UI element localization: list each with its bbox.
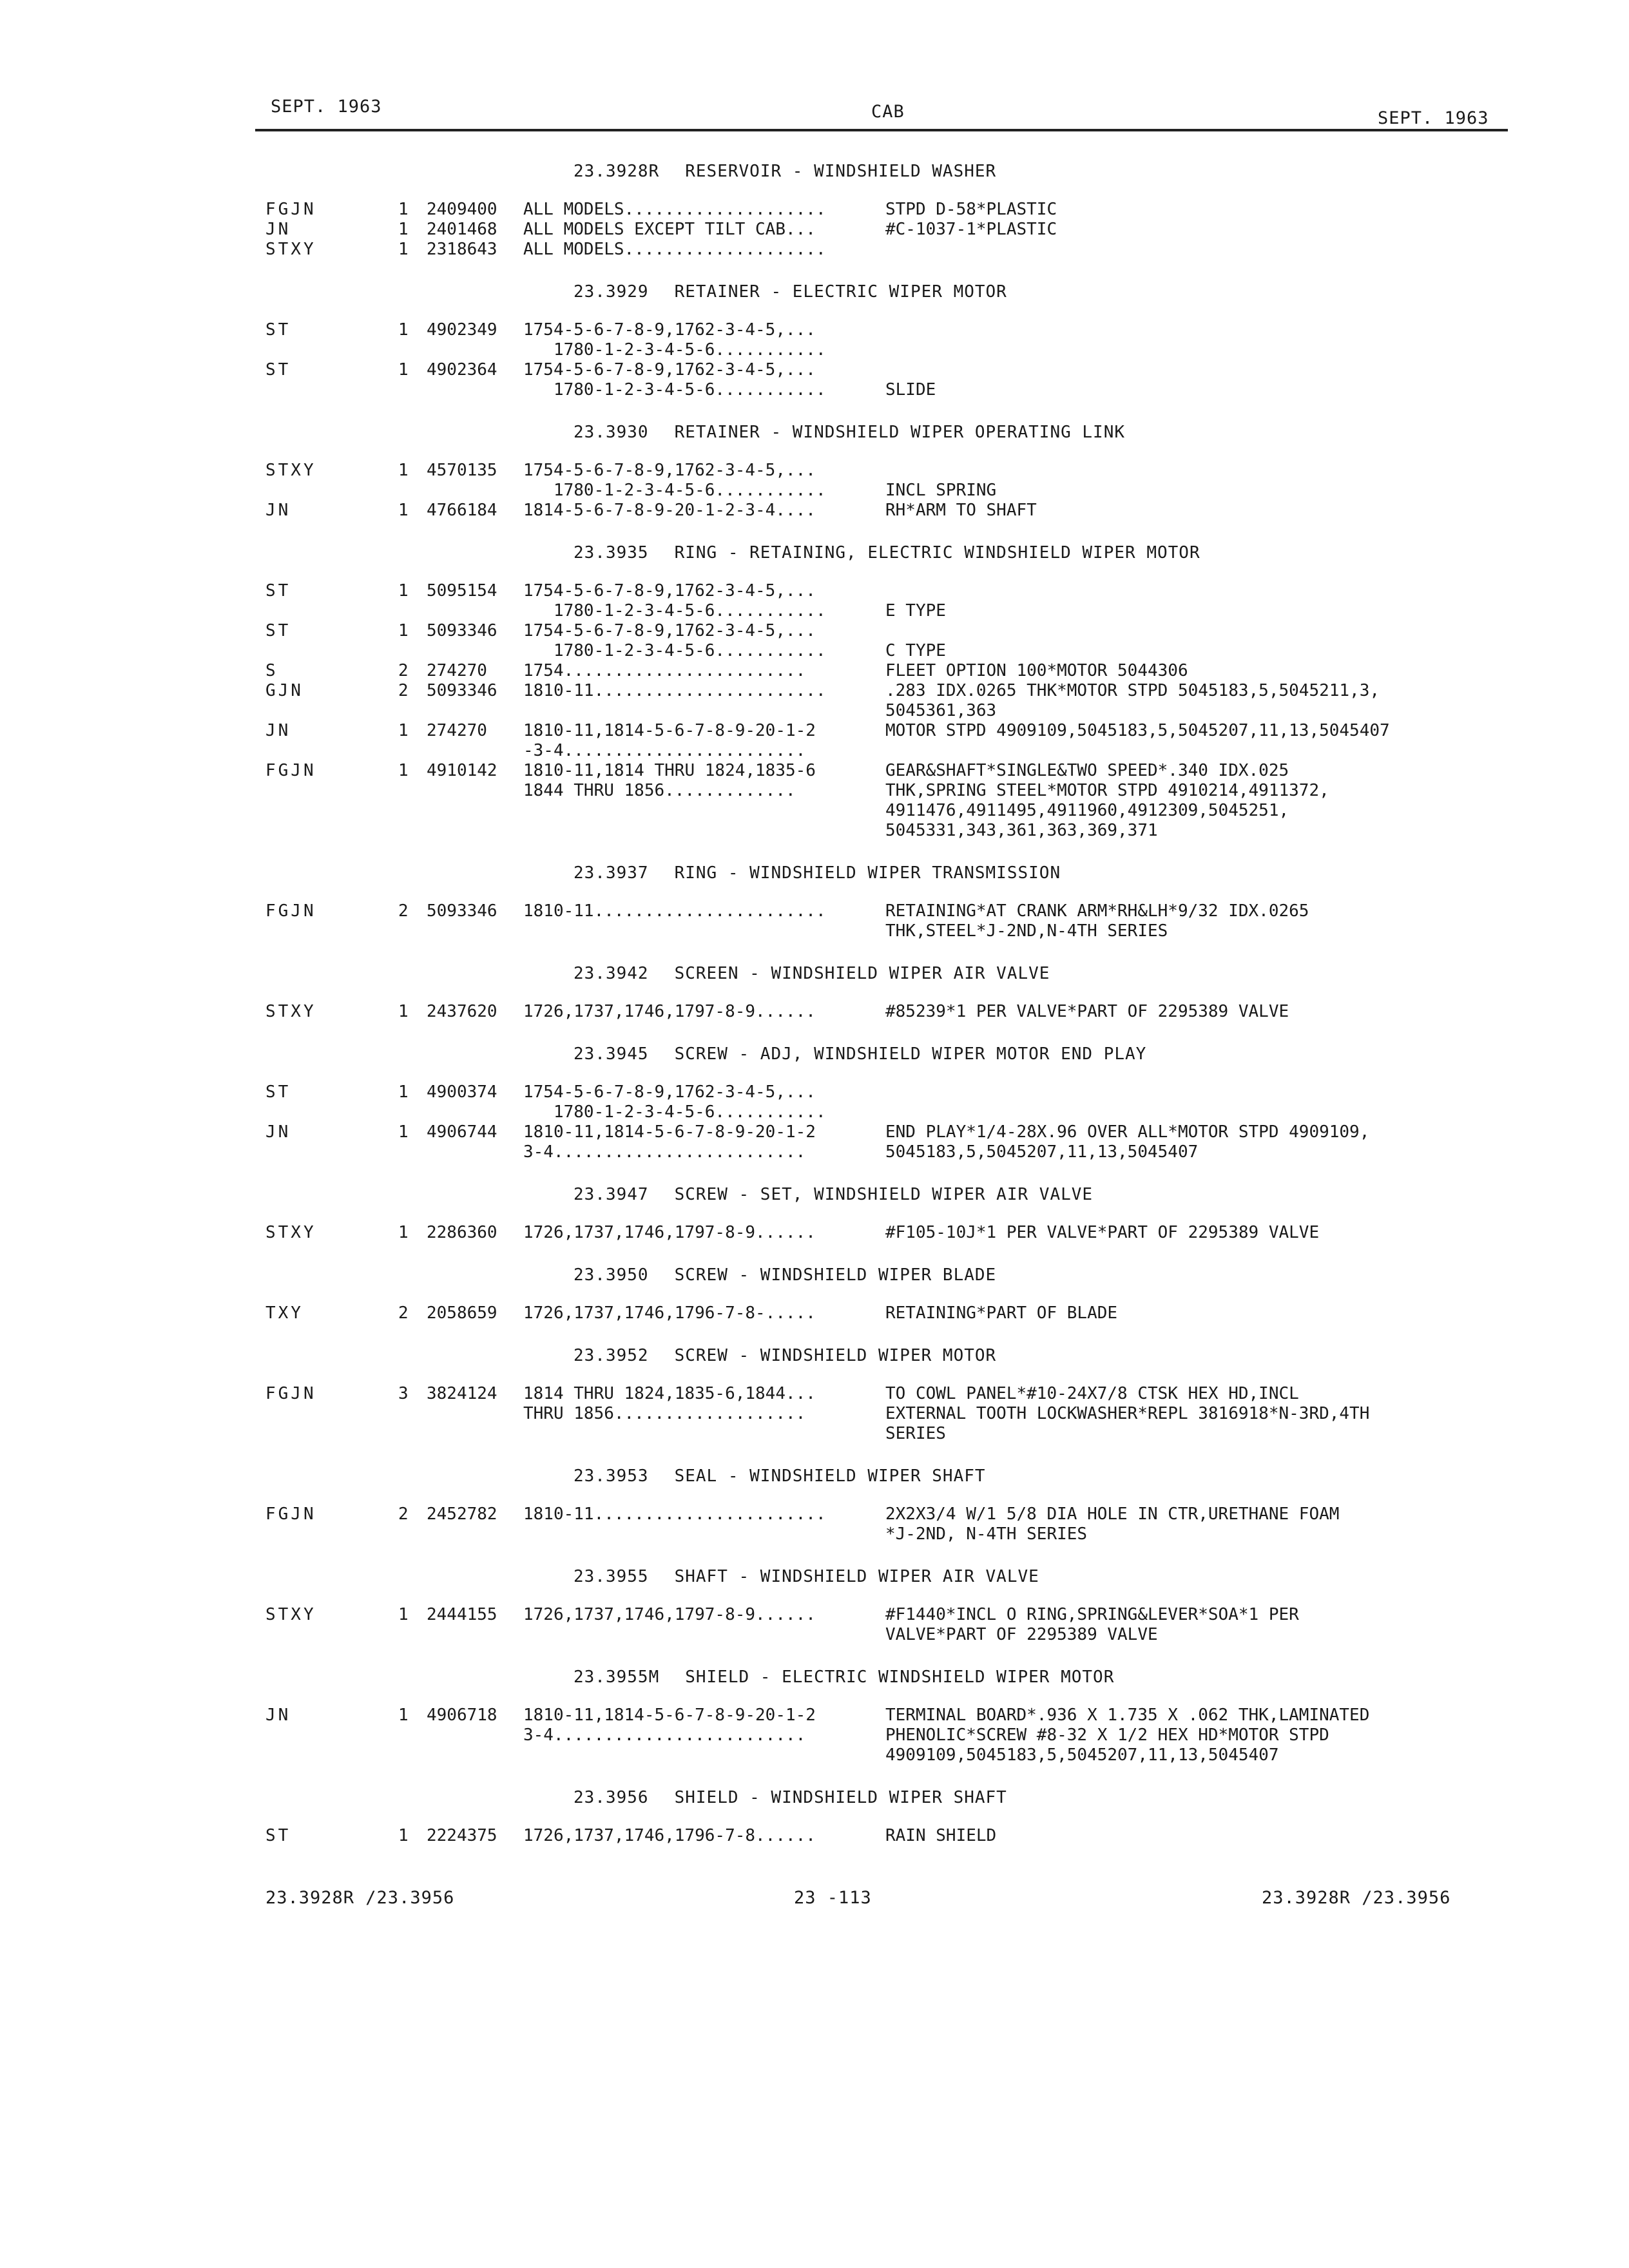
section-number: 23.3955 xyxy=(574,1567,649,1586)
section-number: 23.3929 xyxy=(574,282,649,302)
entry-line xyxy=(0,1706,1629,1725)
section-title: SCREW - ADJ, WINDSHIELD WIPER MOTOR END PLAY xyxy=(674,1044,1147,1064)
application-code: STXY xyxy=(265,1223,316,1242)
section-number: 23.3935 xyxy=(574,543,649,562)
entry-line xyxy=(0,1504,1629,1524)
part-entry xyxy=(0,501,1629,521)
model-range: 1810-11....................... xyxy=(523,1504,826,1524)
model-range: 1814 THRU 1824,1835-6,1844... xyxy=(523,1384,816,1403)
part-entry xyxy=(0,1384,1629,1444)
part-entry xyxy=(0,240,1629,260)
footer-range-right: 23.3928R /23.3956 xyxy=(1262,1888,1451,1908)
description: PHENOLIC*SCREW #8-32 X 1/2 HEX HD*MOTOR STPD xyxy=(885,1725,1329,1745)
part-entry xyxy=(0,721,1629,761)
section-heading xyxy=(0,422,1629,443)
model-range: 1810-11....................... xyxy=(523,901,826,921)
description: END PLAY*1/4-28X.96 OVER ALL*MOTOR STPD 4909109, xyxy=(885,1122,1370,1142)
quantity: 3 xyxy=(398,1384,409,1403)
model-range: 1726,1737,1746,1797-8-9...... xyxy=(523,1223,816,1242)
section-spacer xyxy=(0,1162,1629,1184)
entry-line xyxy=(0,581,1629,601)
section-title: RETAINER - WINDSHIELD WIPER OPERATING LINK xyxy=(674,423,1126,442)
section-number: 23.3930 xyxy=(574,423,649,442)
description: RETAINING*PART OF BLADE xyxy=(885,1303,1118,1323)
application-code: STXY xyxy=(265,1002,316,1021)
quantity: 1 xyxy=(398,721,409,740)
part-number: 2401468 xyxy=(427,220,497,239)
quantity: 1 xyxy=(398,360,409,380)
page-number: 23 -113 xyxy=(794,1888,872,1908)
description: 2X2X3/4 W/1 5/8 DIA HOLE IN CTR,URETHANE FOAM xyxy=(885,1504,1340,1524)
section xyxy=(0,1345,1629,1466)
description: SERIES xyxy=(885,1424,946,1443)
description: SLIDE xyxy=(885,380,936,399)
entry-line xyxy=(0,200,1629,220)
parts-list xyxy=(0,161,1629,1868)
section xyxy=(0,863,1629,963)
entry-line xyxy=(0,360,1629,380)
part-number: 4570135 xyxy=(427,461,497,480)
application-code: ST xyxy=(265,621,291,640)
model-range: 1844 THRU 1856............. xyxy=(523,781,796,800)
application-code: ST xyxy=(265,1082,291,1102)
part-entry xyxy=(0,200,1629,220)
quantity: 1 xyxy=(398,1223,409,1242)
model-range: 1754-5-6-7-8-9,1762-3-4-5,... xyxy=(523,581,816,601)
quantity: 1 xyxy=(398,1082,409,1102)
part-entry xyxy=(0,1826,1629,1846)
description: THK,SPRING STEEL*MOTOR STPD 4910214,4911372, xyxy=(885,781,1329,800)
section-number: 23.3947 xyxy=(574,1185,649,1204)
part-number: 5095154 xyxy=(427,581,497,601)
model-range: ALL MODELS EXCEPT TILT CAB... xyxy=(523,220,816,239)
description: EXTERNAL TOOTH LOCKWASHER*REPL 3816918*N-3RD,4TH xyxy=(885,1404,1370,1423)
section-title: SHIELD - ELECTRIC WINDSHIELD WIPER MOTOR xyxy=(685,1667,1115,1687)
footer-range-left: 23.3928R /23.3956 xyxy=(265,1888,455,1908)
application-code: JN xyxy=(265,220,291,239)
part-entry xyxy=(0,1002,1629,1022)
header-date-left: SEPT. 1963 xyxy=(271,97,382,117)
entry-line xyxy=(0,320,1629,340)
entry-line xyxy=(0,741,1629,761)
quantity: 1 xyxy=(398,461,409,480)
part-number: 2409400 xyxy=(427,200,497,219)
part-entry xyxy=(0,661,1629,681)
model-range: 1810-11....................... xyxy=(523,681,826,700)
section-heading xyxy=(0,1044,1629,1064)
model-range: 1780-1-2-3-4-5-6........... xyxy=(523,1102,826,1122)
section-heading xyxy=(0,1184,1629,1205)
entry-line xyxy=(0,1082,1629,1102)
application-code: JN xyxy=(265,501,291,520)
description: TO COWL PANEL*#10-24X7/8 CTSK HEX HD,INCL xyxy=(885,1384,1299,1403)
section-spacer xyxy=(0,841,1629,863)
section-number: 23.3937 xyxy=(574,863,649,883)
part-entry xyxy=(0,1706,1629,1765)
description: GEAR&SHAFT*SINGLE&TWO SPEED*.340 IDX.025 xyxy=(885,761,1289,780)
model-range: 1810-11,1814-5-6-7-8-9-20-1-2 xyxy=(523,1122,816,1142)
part-number: 4902349 xyxy=(427,320,497,340)
part-entry xyxy=(0,621,1629,661)
part-number: 4910142 xyxy=(427,761,497,780)
section-number: 23.3945 xyxy=(574,1044,649,1064)
application-code: ST xyxy=(265,360,291,380)
description: STPD D-58*PLASTIC xyxy=(885,200,1057,219)
entry-line xyxy=(0,601,1629,621)
entry-line xyxy=(0,781,1629,801)
entry-line xyxy=(0,701,1629,721)
part-entry xyxy=(0,1504,1629,1544)
model-range: 3-4......................... xyxy=(523,1725,806,1745)
quantity: 1 xyxy=(398,1605,409,1624)
part-entry xyxy=(0,1122,1629,1162)
section-title: SCREW - WINDSHIELD WIPER BLADE xyxy=(674,1265,997,1285)
entry-line xyxy=(0,461,1629,481)
part-entry xyxy=(0,681,1629,721)
section-title: SEAL - WINDSHIELD WIPER SHAFT xyxy=(674,1466,986,1486)
application-code: FGJN xyxy=(265,1384,316,1403)
section-title: SCREEN - WINDSHIELD WIPER AIR VALVE xyxy=(674,964,1050,983)
part-number: 274270 xyxy=(427,661,487,680)
entry-line xyxy=(0,220,1629,240)
part-number: 2286360 xyxy=(427,1223,497,1242)
application-code: FGJN xyxy=(265,1504,316,1524)
model-range: 1780-1-2-3-4-5-6........... xyxy=(523,340,826,360)
entry-line xyxy=(0,1826,1629,1846)
application-code: JN xyxy=(265,1706,291,1725)
part-number: 4902364 xyxy=(427,360,497,380)
section-spacer xyxy=(0,1323,1629,1345)
application-code: JN xyxy=(265,1122,291,1142)
section-title: SCREW - WINDSHIELD WIPER MOTOR xyxy=(674,1346,997,1365)
section-number: 23.3942 xyxy=(574,964,649,983)
quantity: 2 xyxy=(398,1303,409,1323)
entry-line xyxy=(0,1745,1629,1765)
description: #C-1037-1*PLASTIC xyxy=(885,220,1057,239)
section-spacer xyxy=(0,1243,1629,1265)
quantity: 1 xyxy=(398,220,409,239)
entry-line xyxy=(0,1303,1629,1323)
quantity: 1 xyxy=(398,1122,409,1142)
section-heading xyxy=(0,863,1629,883)
quantity: 2 xyxy=(398,661,409,680)
section-spacer xyxy=(0,1846,1629,1868)
entry-line xyxy=(0,1384,1629,1404)
model-range: 1810-11,1814-5-6-7-8-9-20-1-2 xyxy=(523,1706,816,1725)
section-spacer xyxy=(0,1022,1629,1044)
model-range: 1726,1737,1746,1796-7-8-..... xyxy=(523,1303,816,1323)
description: INCL SPRING xyxy=(885,481,997,500)
description: #85239*1 PER VALVE*PART OF 2295389 VALVE xyxy=(885,1002,1289,1021)
entry-line xyxy=(0,1102,1629,1122)
description: RAIN SHIELD xyxy=(885,1826,997,1845)
application-code: FGJN xyxy=(265,761,316,780)
entry-line xyxy=(0,1725,1629,1745)
model-range: 1814-5-6-7-8-9-20-1-2-3-4.... xyxy=(523,501,816,520)
section-heading xyxy=(0,282,1629,302)
section-spacer xyxy=(0,400,1629,422)
section-heading xyxy=(0,543,1629,563)
description: C TYPE xyxy=(885,641,946,660)
section-number: 23.3953 xyxy=(574,1466,649,1486)
model-range: -3-4........................ xyxy=(523,741,806,760)
application-code: ST xyxy=(265,1826,291,1845)
section xyxy=(0,543,1629,863)
model-range: 1754-5-6-7-8-9,1762-3-4-5,... xyxy=(523,621,816,640)
part-number: 2058659 xyxy=(427,1303,497,1323)
part-entry xyxy=(0,1082,1629,1122)
entry-line xyxy=(0,821,1629,841)
section xyxy=(0,1265,1629,1345)
part-number: 3824124 xyxy=(427,1384,497,1403)
application-code: GJN xyxy=(265,681,304,700)
application-code: STXY xyxy=(265,461,316,480)
entry-line xyxy=(0,681,1629,701)
section-spacer xyxy=(0,1645,1629,1667)
part-number: 2318643 xyxy=(427,240,497,259)
part-number: 2452782 xyxy=(427,1504,497,1524)
entry-line xyxy=(0,481,1629,501)
header-date-right: SEPT. 1963 xyxy=(1378,108,1489,128)
model-range: ALL MODELS.................... xyxy=(523,200,826,219)
application-code: TXY xyxy=(265,1303,304,1323)
application-code: ST xyxy=(265,581,291,601)
section-heading xyxy=(0,1345,1629,1366)
section-number: 23.3956 xyxy=(574,1788,649,1807)
model-range: 1810-11,1814-5-6-7-8-9-20-1-2 xyxy=(523,721,816,740)
model-range: 1726,1737,1746,1796-7-8...... xyxy=(523,1826,816,1845)
quantity: 1 xyxy=(398,240,409,259)
application-code: S xyxy=(265,661,278,680)
part-number: 4906718 xyxy=(427,1706,497,1725)
application-code: FGJN xyxy=(265,200,316,219)
section-number: 23.3952 xyxy=(574,1346,649,1365)
quantity: 1 xyxy=(398,200,409,219)
part-number: 5093346 xyxy=(427,901,497,921)
application-code: JN xyxy=(265,721,291,740)
section-spacer xyxy=(0,1765,1629,1787)
entry-line xyxy=(0,1002,1629,1022)
model-range: 1726,1737,1746,1797-8-9...... xyxy=(523,1605,816,1624)
section xyxy=(0,1184,1629,1265)
part-number: 2224375 xyxy=(427,1826,497,1845)
part-entry xyxy=(0,220,1629,240)
description: *J-2ND, N-4TH SERIES xyxy=(885,1524,1088,1544)
quantity: 1 xyxy=(398,501,409,520)
part-number: 4900374 xyxy=(427,1082,497,1102)
part-number: 5093346 xyxy=(427,681,497,700)
model-range: ALL MODELS.................... xyxy=(523,240,826,259)
part-entry xyxy=(0,901,1629,941)
model-range: 1754-5-6-7-8-9,1762-3-4-5,... xyxy=(523,1082,816,1102)
section-heading xyxy=(0,963,1629,984)
section-number: 23.3950 xyxy=(574,1265,649,1285)
section-number: 23.3955M xyxy=(574,1667,660,1687)
entry-line xyxy=(0,380,1629,400)
entry-line xyxy=(0,1223,1629,1243)
quantity: 2 xyxy=(398,1504,409,1524)
section-title: SHIELD - WINDSHIELD WIPER SHAFT xyxy=(674,1788,1007,1807)
description: FLEET OPTION 100*MOTOR 5044306 xyxy=(885,661,1188,680)
part-entry xyxy=(0,1223,1629,1243)
model-range: 1754-5-6-7-8-9,1762-3-4-5,... xyxy=(523,320,816,340)
part-number: 2437620 xyxy=(427,1002,497,1021)
section-title: RING - RETAINING, ELECTRIC WINDSHIELD WIPER MOTOR xyxy=(674,543,1200,562)
model-range: 1754-5-6-7-8-9,1762-3-4-5,... xyxy=(523,360,816,380)
entry-line xyxy=(0,621,1629,641)
part-entry xyxy=(0,461,1629,501)
section xyxy=(0,1466,1629,1566)
quantity: 2 xyxy=(398,901,409,921)
part-entry xyxy=(0,1303,1629,1323)
section-heading xyxy=(0,1265,1629,1285)
description: #F105-10J*1 PER VALVE*PART OF 2295389 VALVE xyxy=(885,1223,1320,1242)
description: 4911476,4911495,4911960,4912309,5045251, xyxy=(885,801,1289,820)
model-range: 1780-1-2-3-4-5-6........... xyxy=(523,601,826,620)
entry-line xyxy=(0,801,1629,821)
application-code: STXY xyxy=(265,1605,316,1624)
section-title: RETAINER - ELECTRIC WIPER MOTOR xyxy=(674,282,1007,302)
model-range: 1780-1-2-3-4-5-6........... xyxy=(523,641,826,660)
entry-line xyxy=(0,661,1629,681)
part-entry xyxy=(0,581,1629,621)
part-entry xyxy=(0,320,1629,360)
description: TERMINAL BOARD*.936 X 1.735 X .062 THK,LAMINATED xyxy=(885,1706,1370,1725)
model-range: 1780-1-2-3-4-5-6........... xyxy=(523,481,826,500)
application-code: ST xyxy=(265,320,291,340)
application-code: STXY xyxy=(265,240,316,259)
section-heading xyxy=(0,1566,1629,1587)
entry-line xyxy=(0,1625,1629,1645)
section-title: RING - WINDSHIELD WIPER TRANSMISSION xyxy=(674,863,1061,883)
section-spacer xyxy=(0,1444,1629,1466)
section xyxy=(0,422,1629,543)
quantity: 1 xyxy=(398,320,409,340)
section xyxy=(0,1787,1629,1868)
quantity: 2 xyxy=(398,681,409,700)
model-range: 1726,1737,1746,1797-8-9...... xyxy=(523,1002,816,1021)
part-number: 274270 xyxy=(427,721,487,740)
section-heading xyxy=(0,1667,1629,1687)
section-title: SCREW - SET, WINDSHIELD WIPER AIR VALVE xyxy=(674,1185,1094,1204)
quantity: 1 xyxy=(398,761,409,780)
section-heading xyxy=(0,1787,1629,1808)
entry-line xyxy=(0,1605,1629,1625)
model-range: 1754........................ xyxy=(523,661,806,680)
header-rule xyxy=(255,129,1508,131)
entry-line xyxy=(0,1404,1629,1424)
quantity: 1 xyxy=(398,1826,409,1845)
description: RETAINING*AT CRANK ARM*RH&LH*9/32 IDX.0265 xyxy=(885,901,1309,921)
header-section-title: CAB xyxy=(871,102,905,122)
part-entry xyxy=(0,761,1629,841)
description: .283 IDX.0265 THK*MOTOR STPD 5045183,5,5045211,3, xyxy=(885,681,1380,700)
part-number: 4766184 xyxy=(427,501,497,520)
entry-line xyxy=(0,240,1629,260)
section-title: SHAFT - WINDSHIELD WIPER AIR VALVE xyxy=(674,1567,1039,1586)
quantity: 1 xyxy=(398,581,409,601)
part-entry xyxy=(0,360,1629,400)
section-title: RESERVOIR - WINDSHIELD WASHER xyxy=(685,162,997,181)
model-range: 1780-1-2-3-4-5-6........... xyxy=(523,380,826,399)
section xyxy=(0,1667,1629,1787)
part-number: 4906744 xyxy=(427,1122,497,1142)
entry-line xyxy=(0,1524,1629,1544)
section xyxy=(0,161,1629,282)
entry-line xyxy=(0,761,1629,781)
section-number: 23.3928R xyxy=(574,162,660,181)
entry-line xyxy=(0,901,1629,921)
description: 5045183,5,5045207,11,13,5045407 xyxy=(885,1142,1199,1162)
model-range: 3-4......................... xyxy=(523,1142,806,1162)
description: VALVE*PART OF 2295389 VALVE xyxy=(885,1625,1158,1644)
section xyxy=(0,963,1629,1044)
section xyxy=(0,1566,1629,1667)
entry-line xyxy=(0,1122,1629,1142)
description: 5045361,363 xyxy=(885,701,997,720)
part-number: 2444155 xyxy=(427,1605,497,1624)
description: 4909109,5045183,5,5045207,11,13,5045407 xyxy=(885,1745,1279,1765)
application-code: FGJN xyxy=(265,901,316,921)
part-number: 5093346 xyxy=(427,621,497,640)
description: 5045331,343,361,363,369,371 xyxy=(885,821,1158,840)
part-entry xyxy=(0,1605,1629,1645)
quantity: 1 xyxy=(398,1002,409,1021)
entry-line xyxy=(0,501,1629,521)
entry-line xyxy=(0,340,1629,360)
entry-line xyxy=(0,1142,1629,1162)
description: THK,STEEL*J-2ND,N-4TH SERIES xyxy=(885,921,1168,941)
entry-line xyxy=(0,921,1629,941)
quantity: 1 xyxy=(398,621,409,640)
model-range: 1754-5-6-7-8-9,1762-3-4-5,... xyxy=(523,461,816,480)
section-spacer xyxy=(0,941,1629,963)
section-heading xyxy=(0,161,1629,182)
entry-line xyxy=(0,641,1629,661)
description: E TYPE xyxy=(885,601,946,620)
section-spacer xyxy=(0,260,1629,282)
quantity: 1 xyxy=(398,1706,409,1725)
section-spacer xyxy=(0,1544,1629,1566)
entry-line xyxy=(0,721,1629,741)
description: MOTOR STPD 4909109,5045183,5,5045207,11,13,5045407 xyxy=(885,721,1390,740)
entry-line xyxy=(0,1424,1629,1444)
section xyxy=(0,282,1629,422)
model-range: 1810-11,1814 THRU 1824,1835-6 xyxy=(523,761,816,780)
description: RH*ARM TO SHAFT xyxy=(885,501,1037,520)
description: #F1440*INCL O RING,SPRING&LEVER*SOA*1 PER xyxy=(885,1605,1299,1624)
section-spacer xyxy=(0,521,1629,543)
section xyxy=(0,1044,1629,1184)
section-heading xyxy=(0,1466,1629,1486)
model-range: THRU 1856................... xyxy=(523,1404,806,1423)
